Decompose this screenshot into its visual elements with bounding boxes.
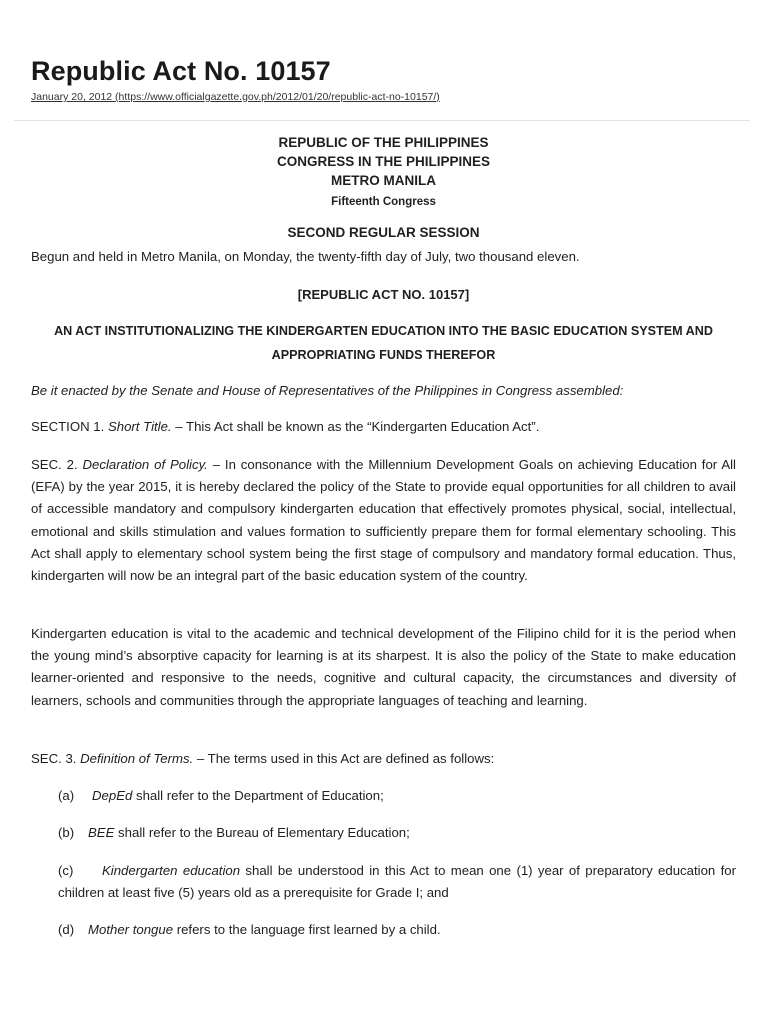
section-2-label: SEC. 2.	[31, 457, 83, 472]
section-1	[31, 416, 736, 438]
definition-term: DepEd	[92, 788, 133, 803]
source-link[interactable]: January 20, 2012 (https://www.officialgazette.gov.ph/2012/01/20/republic-act-no-10157/)	[31, 91, 440, 103]
section-2-text: – In consonance with the Millennium Development Goals on achieving Education for All (EFA) by the year 2015, it is hereby declared the policy of the State to provide equal opportunities for all children to avail of accessible mandatory and compulsory kindergarten education that effectively promotes physical, social, intellectual, emotional and skills stimulation and values formation to sufficiently prepare them for formal elementary schooling. This Act shall apply to elementary school system being the first stage of compulsory and mandatory formal education. Thus, kindergarten will now be an integral part of the basic education system of the country.	[31, 457, 736, 584]
section-1-heading: Short Title.	[107, 419, 172, 434]
definition-label: (d)	[58, 922, 75, 937]
section-3-heading: Definition of Terms.	[80, 751, 194, 766]
definition-item	[58, 860, 736, 904]
definition-item	[58, 919, 736, 941]
section-2-paragraph-2: Kindergarten education is vital to the academic and technical development of the Filipino child for it is the period when the young mind’s absorptive capacity for learning is at its sharpest. It is also the policy of the State to make education learner-oriented and responsive to the needs, cognitive and cultural capacity, the circumstances and diversity of learners, schools and communities through the appropriate languages of teaching and learning.	[31, 626, 736, 708]
begun-paragraph: Begun and held in Metro Manila, on Monday, the twenty-fifth day of July, two thousand eleven.	[31, 249, 580, 264]
enacting-clause: Be it enacted by the Senate and House of Representatives of the Philippines in Congress assembled:	[31, 383, 624, 398]
definition-label: (a)	[58, 788, 75, 803]
definition-label: (c)	[58, 863, 74, 878]
definition-term: Kindergarten education	[102, 863, 241, 878]
section-2-heading: Declaration of Policy.	[82, 457, 208, 472]
heading-metro-manila: METRO MANILA	[331, 173, 436, 188]
section-1-label: SECTION 1.	[31, 419, 108, 434]
definition-text: refers to the language first learned by a child.	[173, 922, 441, 937]
section-3-label: SEC. 3.	[31, 751, 81, 766]
definition-text: shall refer to the Bureau of Elementary Education;	[114, 825, 410, 840]
section-2	[31, 454, 736, 587]
definition-item	[58, 822, 736, 844]
definition-term: BEE	[88, 825, 115, 840]
definition-term: Mother tongue	[88, 922, 174, 937]
definition-text: shall be understood in this Act to mean one (1) year of preparatory education for children at least five (5) years old as a prerequisite for Grade I; and	[58, 863, 736, 901]
heading-fifteenth-congress: Fifteenth Congress	[331, 196, 436, 208]
section-1-text: – This Act shall be known as the “Kindergarten Education Act”.	[171, 419, 540, 434]
section-3	[31, 748, 736, 770]
act-title: AN ACT INSTITUTIONALIZING THE KINDERGARTEN EDUCATION INTO THE BASIC EDUCATION SYSTEM AND APPROPRIATING FUNDS THEREFOR	[54, 324, 713, 362]
definition-text: shall refer to the Department of Education;	[132, 788, 384, 803]
header-divider	[14, 120, 750, 121]
section-3-text: – The terms used in this Act are defined as follows:	[193, 751, 495, 766]
definition-item	[58, 785, 736, 807]
page-title: Republic Act No. 10157	[31, 56, 331, 86]
definition-label: (b)	[58, 825, 75, 840]
heading-congress: CONGRESS IN THE PHILIPPINES	[276, 154, 491, 169]
session-heading: SECOND REGULAR SESSION	[287, 225, 480, 240]
act-number: [REPUBLIC ACT NO. 10157]	[297, 287, 470, 302]
heading-republic: REPUBLIC OF THE PHILIPPINES	[278, 135, 489, 150]
preamble-heading	[31, 133, 736, 208]
